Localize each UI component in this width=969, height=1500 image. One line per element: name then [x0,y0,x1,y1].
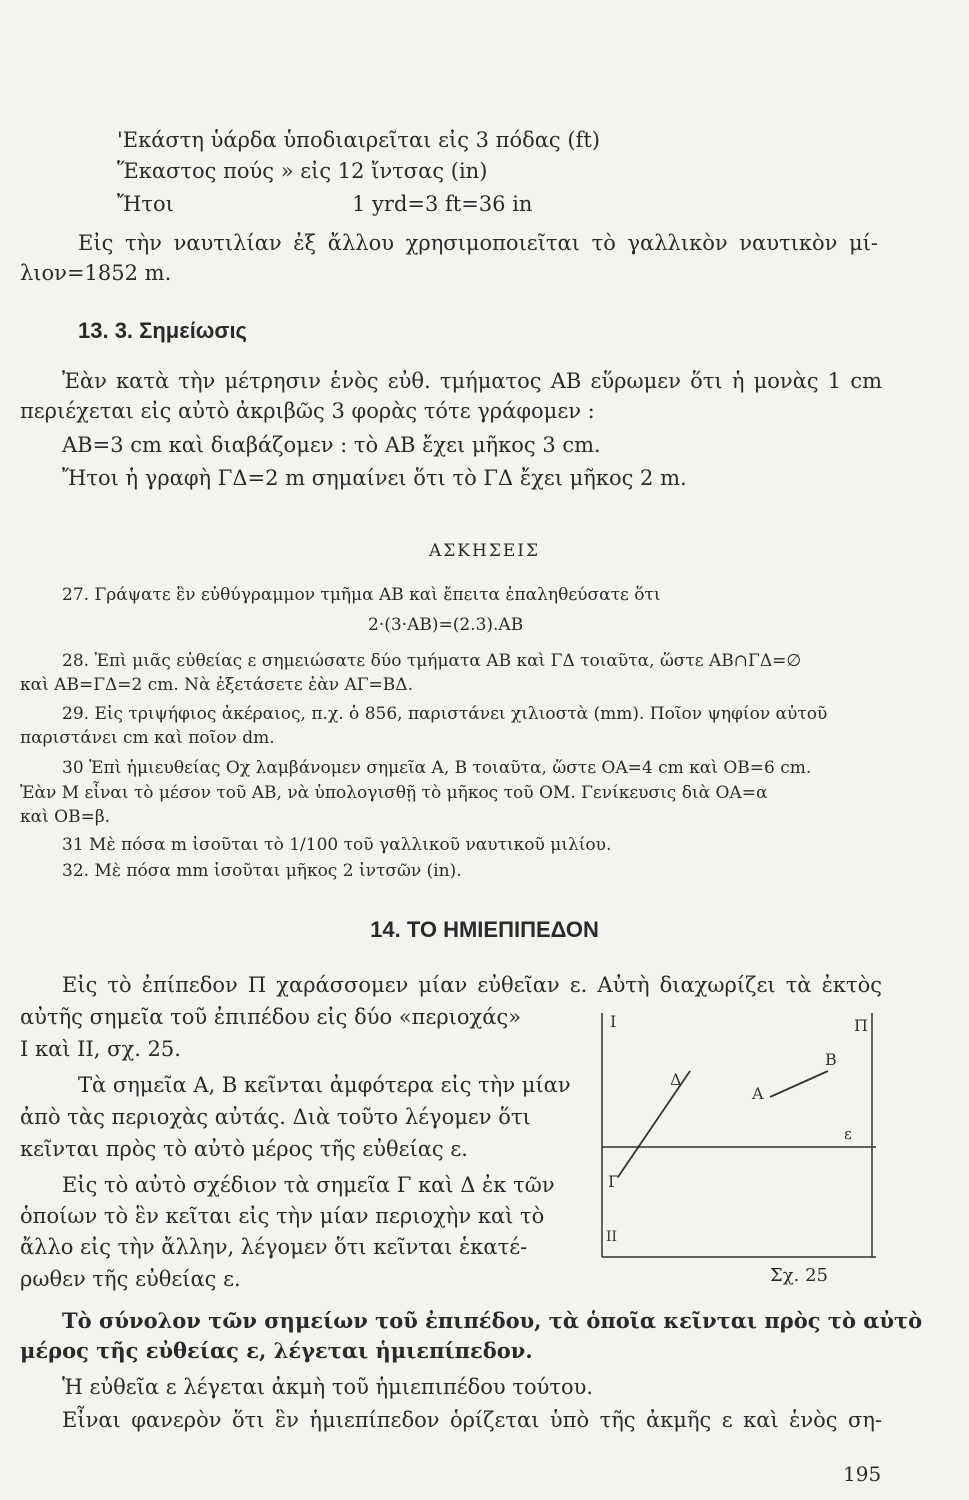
section-14-p4: Τὰ σημεῖα Α, Β κεῖνται ἀμφότερα εἰς τὴν μίαν [78,1073,571,1097]
section-14-p8: ὁποίων τὸ ἓν κεῖται εἰς τὴν μίαν περιοχὴν καὶ τὸ [20,1204,545,1228]
label-region-I: I [610,1012,617,1031]
units-line-2: Ἕκαστος πούς » εἰς 12 ἴντσας (in) [117,159,488,183]
section-13-3-p4: Ἤτοι ἡ γραφὴ ΓΔ=2 m σημαίνει ὅτι τὸ ΓΔ ἔχει μῆκος 2 m. [62,466,687,490]
exercise-32: 32. Μὲ πόσα mm ἰσοῦται μῆκος 2 ἰντσῶν (in). [62,861,462,881]
section-14-p2: αὐτῆς σημεῖα τοῦ ἐπιπέδου εἰς δύο «περιοχάς» [20,1005,522,1029]
segment-a-b [770,1071,828,1097]
exercise-30a: 30 Ἐπὶ ἡμιευθείας Οχ λαμβάνομεν σημεῖα Α, Β τοιαῦτα, ὥστε ΟΑ=4 cm καὶ ΟΒ=6 cm. [62,758,812,778]
exercise-31: 31 Μὲ πόσα m ἰσοῦται τὸ 1/100 τοῦ γαλλικοῦ ναυτικοῦ μιλίου. [62,835,612,855]
label-point-D: Δ [670,1070,682,1089]
section-13-3-heading: 13. 3. Σημείωσις [78,318,247,343]
exercise-28b: καὶ ΑΒ=ΓΔ=2 cm. Νὰ ἐξετάσετε ἐὰν ΑΓ=ΒΔ. [20,675,413,695]
label-point-B: B [825,1050,837,1069]
label-point-A: A [752,1084,764,1103]
definition-line-1: Τὸ σύνολον τῶν σημείων τοῦ ἐπιπέδου, τὰ ὁποῖα κεῖνται πρὸς τὸ αὐτὸ [62,1308,923,1333]
label-region-II: II [606,1229,618,1245]
section-14-p3: I καὶ II, σχ. 25. [20,1037,181,1061]
figure-25 [600,1005,880,1265]
units-line-4: Εἰς τὴν ναυτιλίαν ἐξ ἄλλου χρησιμοποιεῖται τὸ γαλλικὸν ναυτικὸν μί- [78,231,878,255]
exercise-27b: 2·(3·AB)=(2.3).AB [368,615,524,635]
section-13-3-p2: περιέχεται εἰς αὐτὸ ἀκριβῶς 3 φορὰς τότε γράφομεν : [20,399,595,423]
section-14-p11: Ἡ εὐθεῖα ε λέγεται ἀκμὴ τοῦ ἡμιεπιπέδου τούτου. [62,1375,594,1399]
label-line-e: ε [844,1125,852,1143]
section-14-p7: Εἰς τὸ αὐτὸ σχέδιον τὰ σημεῖα Γ καὶ Δ ἐκ τῶν [62,1173,555,1197]
section-14-heading: 14. ΤΟ ΗΜΙΕΠΙΠΕΔΟΝ [370,917,599,942]
section-14-p10: ρωθεν τῆς εὐθείας ε. [20,1267,241,1291]
exercise-28a: 28. Ἐπὶ μιᾶς εὐθείας ε σημειώσατε δύο τμήματα ΑΒ καὶ ΓΔ τοιαῦτα, ὥστε ΑΒ∩ΓΔ=∅ [62,651,802,671]
figure-caption: Σχ. 25 [770,1265,828,1286]
units-line-3a: Ἤτοι [117,192,174,216]
label-point-G: Γ [608,1172,620,1191]
units-line-5: λιον=1852 m. [20,261,172,285]
page-number: 195 [843,1462,882,1486]
section-14-p1: Εἰς τὸ ἐπίπεδον Π χαράσσομεν μίαν εὐθεῖαν ε. Αὐτὴ διαχωρίζει τὰ ἐκτὸς [62,973,882,997]
exercise-30c: καὶ ΟΒ=β. [20,807,111,827]
units-line-1: 'Εκάστη ὑάρδα ὑποδιαιρεῖται εἰς 3 πόδας (ft) [117,128,600,152]
exercise-30b: Ἐὰν Μ εἶναι τὸ μέσον τοῦ ΑΒ, νὰ ὑπολογισθῇ τὸ μῆκος τοῦ ΟΜ. Γενίκευσις διὰ ΟΑ=α [20,783,768,803]
units-line-3b: 1 yrd=3 ft=36 in [352,192,533,216]
label-plane-P: Π [854,1016,868,1035]
exercise-27a: 27. Γράψατε ἓν εὐθύγραμμον τμῆμα ΑΒ καὶ ἔπειτα ἐπαληθεύσατε ὅτι [62,585,661,605]
section-14-p12: Εἶναι φανερὸν ὅτι ἓν ἡμιεπίπεδον ὁρίζεται ὑπὸ τῆς ἀκμῆς ε καὶ ἑνὸς ση- [62,1408,882,1432]
exercise-29b: παριστάνει cm καὶ ποῖον dm. [20,728,275,748]
section-14-p9: ἄλλο εἰς τὴν ἄλλην, λέγομεν ὅτι κεῖνται ἑκατέ- [20,1235,528,1259]
definition-line-2: μέρος τῆς εὐθείας ε, λέγεται ἡμιεπίπεδον. [20,1338,533,1363]
exercise-29a: 29. Εἰς τριψήφιος ἀκέραιος, π.χ. ὁ 856, παριστάνει χιλιοστὰ (mm). Ποῖον ψηφίον αὐτοῦ [62,704,828,724]
section-13-3-p1: Ἐὰν κατὰ τὴν μέτρησιν ἑνὸς εὐθ. τμήματος ΑΒ εὕρωμεν ὅτι ἡ μονὰς 1 cm [62,369,882,393]
section-13-3-p3: ΑΒ=3 cm καὶ διαβάζομεν : τὸ ΑΒ ἔχει μῆκος 3 cm. [62,433,601,457]
section-14-p6: κεῖνται πρὸς τὸ αὐτὸ μέρος τῆς εὐθείας ε. [20,1137,468,1161]
section-14-p5: ἀπὸ τὰς περιοχὰς αὐτάς. Διὰ τοῦτο λέγομεν ὅτι [20,1105,531,1129]
exercises-heading: ΑΣΚΗΣΕΙΣ [429,541,540,561]
